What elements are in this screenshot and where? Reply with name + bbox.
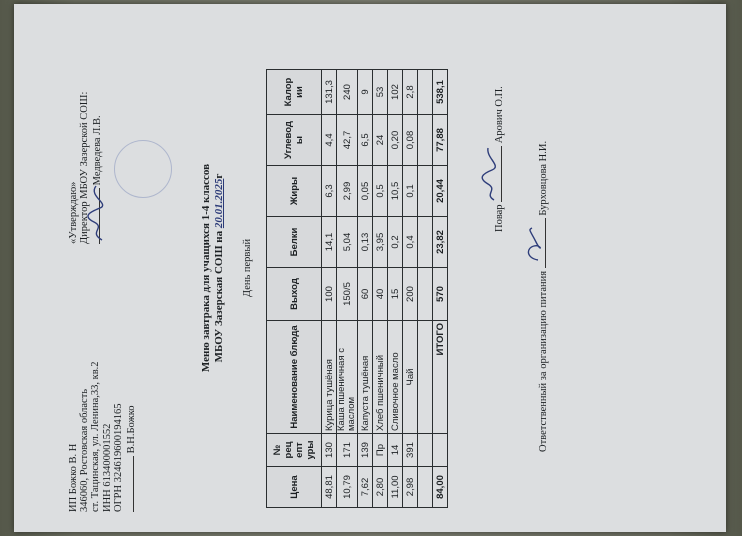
col-carbs: Углевод ы <box>267 115 322 166</box>
cell-recipe: 130 <box>322 434 337 467</box>
empty-cell <box>418 467 433 508</box>
cell-calories: 102 <box>388 70 403 115</box>
supplier-block <box>68 361 137 512</box>
menu-date: 20.01.2025 <box>213 178 225 229</box>
document-sheet <box>14 4 726 532</box>
cook-signature-scribble <box>480 146 500 202</box>
menu-title: Меню завтрака для учащихся 1-4 классов <box>200 163 212 373</box>
cell-calories: 9 <box>358 70 373 115</box>
empty-cell <box>418 166 433 217</box>
empty-cell <box>418 321 433 434</box>
cell-price: 2,80 <box>373 467 388 508</box>
cell-recipe: Пр <box>373 434 388 467</box>
cell-dish: Чай <box>403 321 418 434</box>
col-price: Цена <box>267 467 322 508</box>
cell-recipe: 171 <box>337 434 358 467</box>
total-calories: 538,1 <box>433 70 448 115</box>
responsible-signature-scribble <box>522 224 544 264</box>
cell-portion: 200 <box>403 268 418 321</box>
responsible-signature <box>536 141 549 452</box>
total-label: ИТОГО <box>433 321 448 434</box>
cell-protein: 0,13 <box>358 217 373 268</box>
approval-position: Директор МБОУ Зазерской СОШ: <box>79 91 91 244</box>
cell-price: 7,62 <box>358 467 373 508</box>
year-suffix: г <box>213 173 225 179</box>
responsible-name: Бурховцова Н.И. <box>538 140 549 216</box>
col-protein: Белки <box>267 217 322 268</box>
table-header-row <box>267 70 322 508</box>
cell-carbs: 0,20 <box>388 115 403 166</box>
table-row <box>358 70 373 508</box>
cell-carbs: 24 <box>373 115 388 166</box>
responsible-label: Ответственный за организацию питания <box>538 270 549 452</box>
cell-dish: Каша пшеничная с маслом <box>337 321 358 434</box>
table-row-empty <box>418 70 433 508</box>
cell-recipe: 14 <box>388 434 403 467</box>
cook-label: Повар <box>494 204 505 232</box>
cell-carbs: 6,5 <box>358 115 373 166</box>
cell-portion: 150/5 <box>337 268 358 321</box>
supplier-inn: ИНН 613400001552 <box>101 423 113 512</box>
cell-recipe: 139 <box>358 434 373 467</box>
cell-recipe: 391 <box>403 434 418 467</box>
total-price: 84,00 <box>433 467 448 508</box>
total-fat: 20,44 <box>433 166 448 217</box>
col-recipe: № рец епт уры <box>267 434 322 467</box>
cell-dish: Сливочное масло <box>388 321 403 434</box>
stamp-seal <box>114 140 172 198</box>
cell-carbs: 0,08 <box>403 115 418 166</box>
cell-protein: 5,04 <box>337 217 358 268</box>
table-row <box>373 70 388 508</box>
supplier-address-1: 346060, Ростовская область <box>79 388 91 512</box>
director-name: Медведева Л.В. <box>92 115 104 186</box>
director-signature-scribble <box>86 182 108 242</box>
cell-protein: 0,2 <box>388 217 403 268</box>
cell-fat: 10,5 <box>388 166 403 217</box>
cell-fat: 2,99 <box>337 166 358 217</box>
cell-price: 48,81 <box>322 467 337 508</box>
cell-calories: 131,3 <box>322 70 337 115</box>
cell-portion: 15 <box>388 268 403 321</box>
cell-protein: 0,4 <box>403 217 418 268</box>
empty-cell <box>418 268 433 321</box>
cook-name: Арович О.П. <box>494 86 505 144</box>
cell-protein: 3,95 <box>373 217 388 268</box>
cell-dish: Капуста тушёная <box>358 321 373 434</box>
table-row <box>322 70 337 508</box>
cell-portion: 40 <box>373 268 388 321</box>
total-carbs: 77,88 <box>433 115 448 166</box>
document-content <box>14 4 726 532</box>
cell-portion: 100 <box>322 268 337 321</box>
table-total-row <box>433 70 448 508</box>
supplier-signature <box>124 361 137 512</box>
empty-cell <box>418 115 433 166</box>
menu-table <box>266 69 448 508</box>
col-calories: Калор ии <box>267 70 322 115</box>
supplier-ogrn: ОГРН 324619600194165 <box>112 403 124 512</box>
total-portion: 570 <box>433 268 448 321</box>
cell-dish: Хлеб пшеничный <box>373 321 388 434</box>
cell-price: 2,98 <box>403 467 418 508</box>
cell-fat: 6,3 <box>322 166 337 217</box>
cell-dish: Курица тушёная <box>322 321 337 434</box>
empty-cell <box>418 70 433 115</box>
cell-calories: 240 <box>337 70 358 115</box>
cell-calories: 2,8 <box>403 70 418 115</box>
table-row <box>388 70 403 508</box>
signature-line <box>124 456 134 512</box>
table-row <box>403 70 418 508</box>
total-protein: 23,82 <box>433 217 448 268</box>
cell-fat: 0,05 <box>358 166 373 217</box>
cell-fat: 0,1 <box>403 166 418 217</box>
empty-cell <box>418 217 433 268</box>
cell-price: 11,00 <box>388 467 403 508</box>
col-portion: Выход <box>267 268 322 321</box>
day-label: День первый <box>242 238 253 298</box>
cell-carbs: 4,4 <box>322 115 337 166</box>
empty-cell <box>418 434 433 467</box>
cell-price: 10,79 <box>337 467 358 508</box>
table-row <box>337 70 358 508</box>
cell-protein: 14,1 <box>322 217 337 268</box>
cell-carbs: 42,7 <box>337 115 358 166</box>
cell-fat: 0,5 <box>373 166 388 217</box>
cell-calories: 53 <box>373 70 388 115</box>
supplier-signer: В.Н.Божко <box>126 405 138 454</box>
approval-label: «Утверждаю» <box>68 181 79 244</box>
supplier-name: ИП Божко В. Н <box>68 443 79 512</box>
col-fat: Жиры <box>267 166 322 217</box>
cell-portion: 60 <box>358 268 373 321</box>
supplier-address-2: ст. Тацинская, ул. Ленина,33, кв.2 <box>90 361 102 512</box>
total-recipe <box>433 434 448 467</box>
col-dish: Наименование блюда <box>267 321 322 434</box>
school-name: МБОУ Зазерская СОШ на <box>213 230 225 363</box>
menu-subtitle <box>213 4 225 532</box>
